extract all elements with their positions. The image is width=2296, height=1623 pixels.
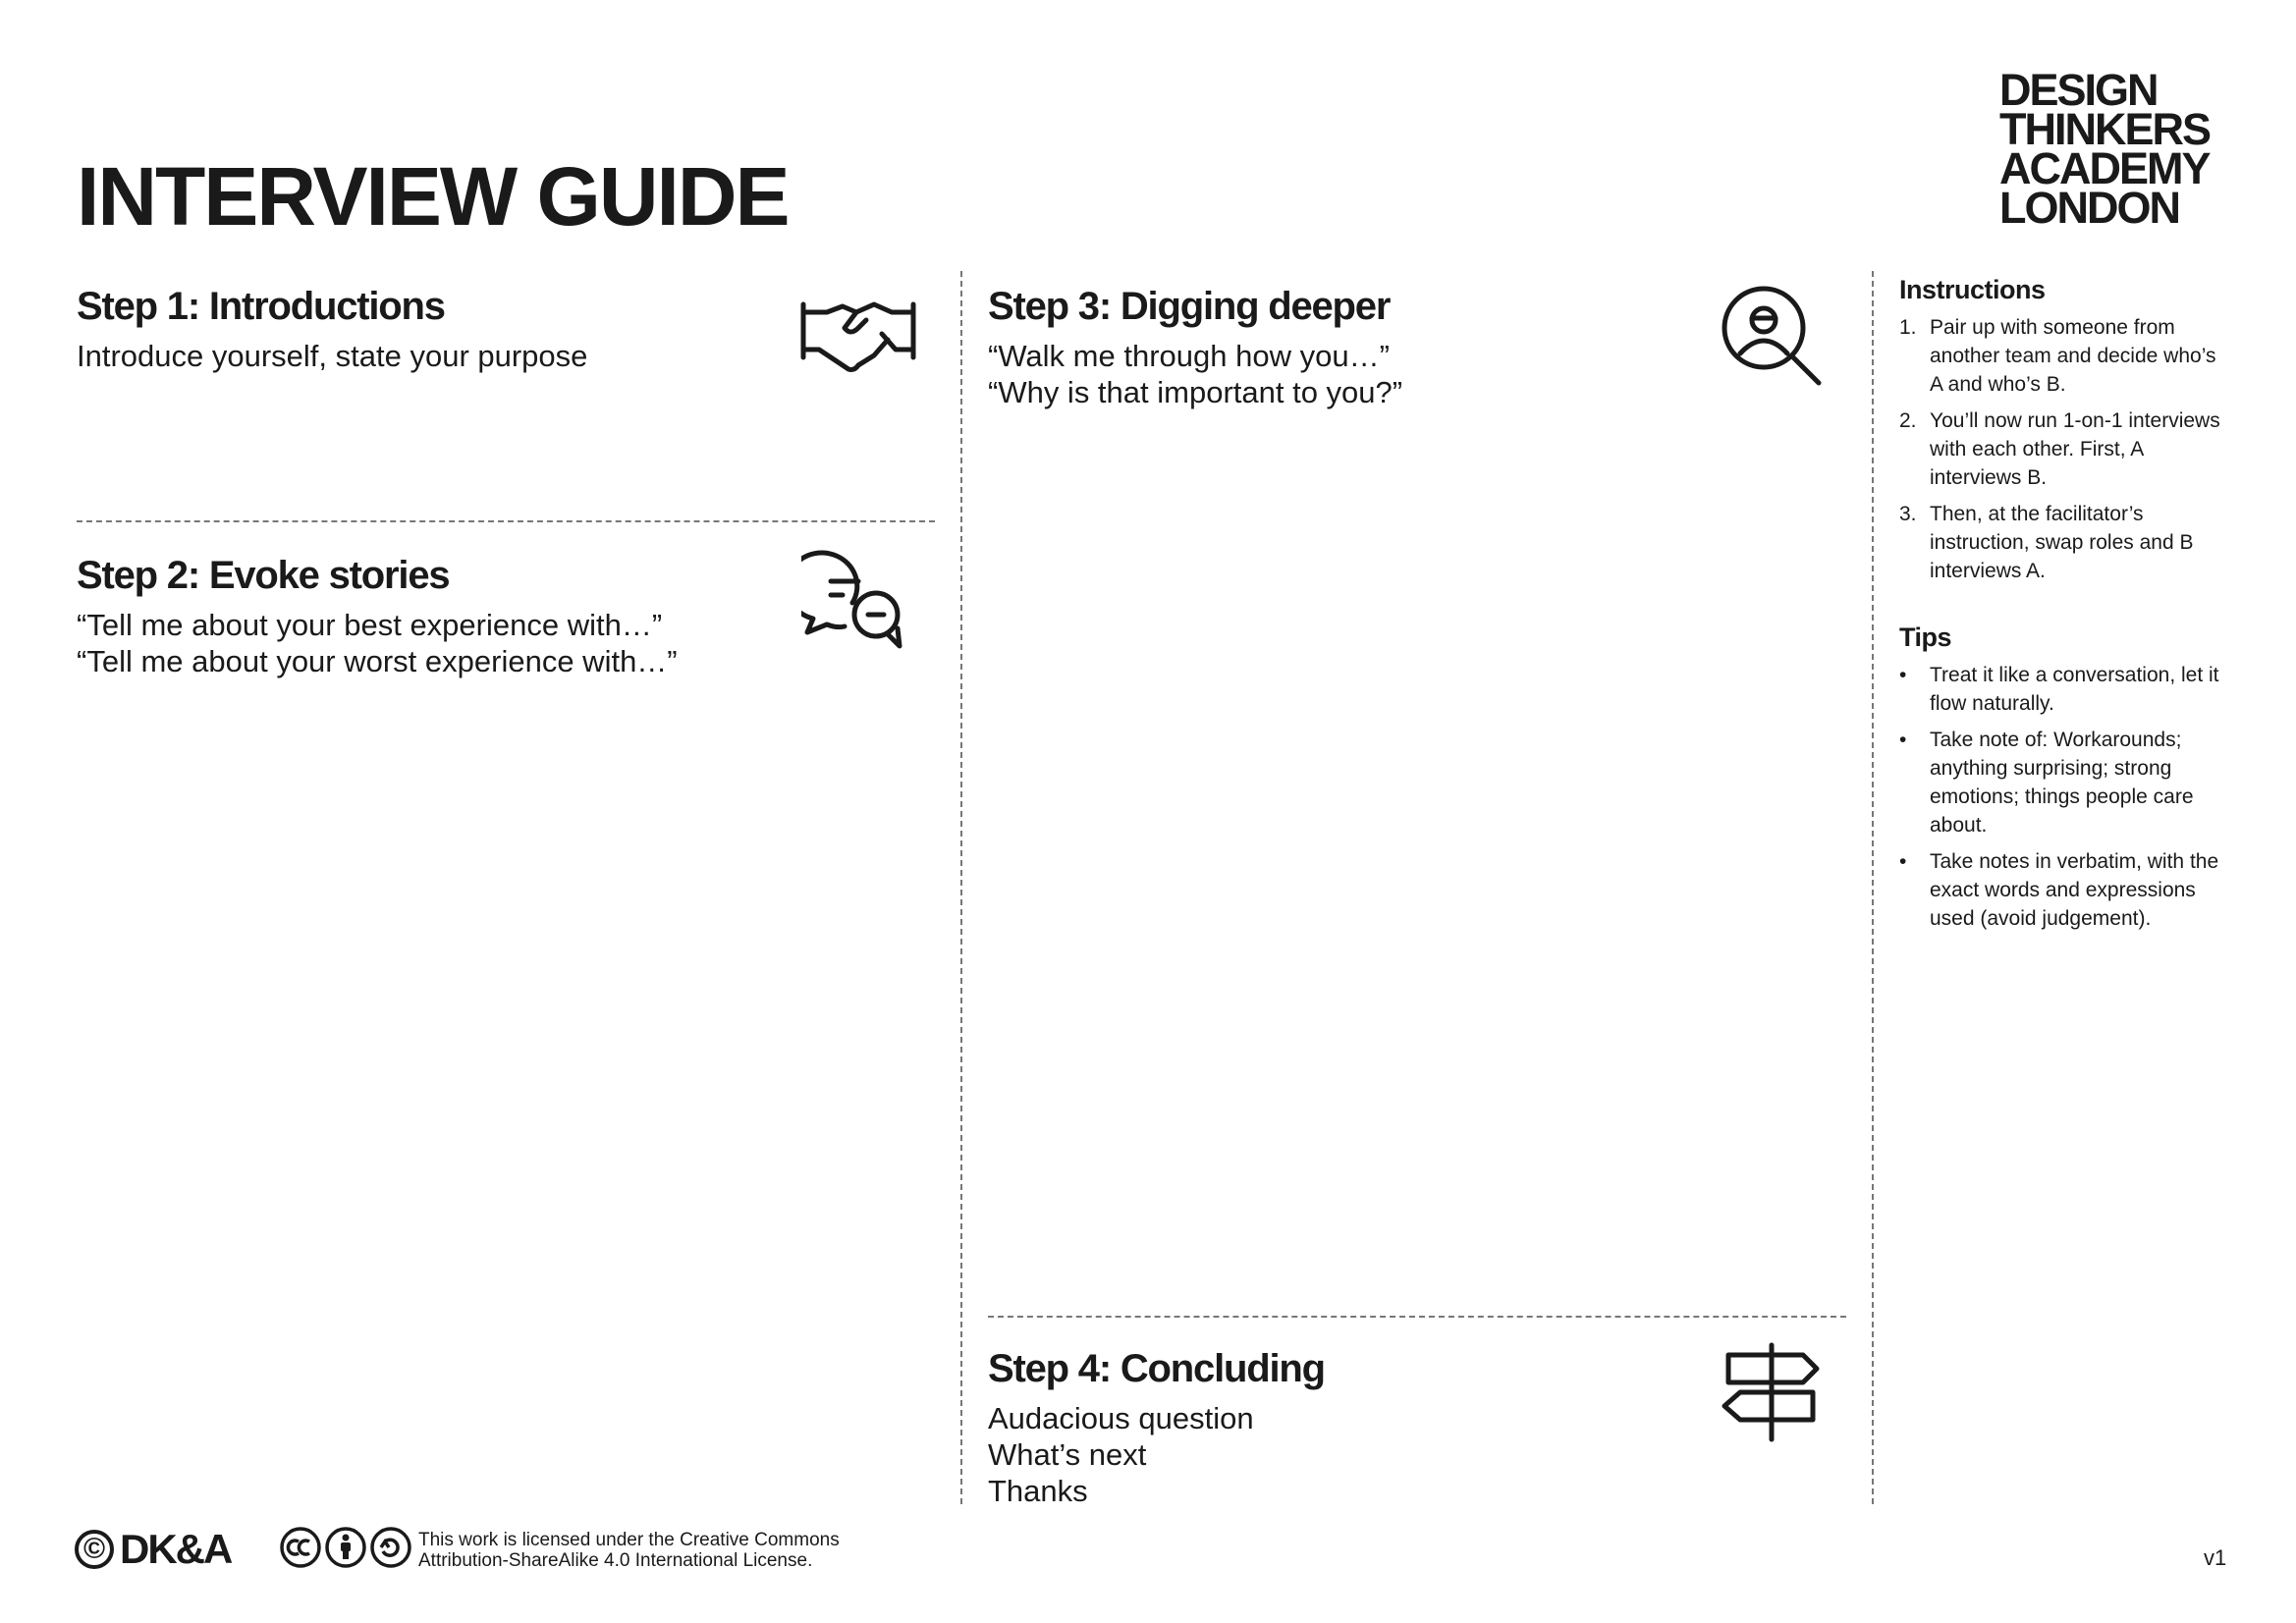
tip-text: Treat it like a conversation, let it flow naturally. xyxy=(1930,664,2219,715)
instruction-text: Pair up with someone from another team and decide who’s A and who’s B. xyxy=(1930,316,2216,396)
step-1-line: Introduce yourself, state your purpose xyxy=(77,339,588,373)
license-icons xyxy=(279,1526,412,1569)
brand-line: LONDON xyxy=(1999,183,2179,233)
step-4-body xyxy=(988,1400,1832,1509)
row-divider-right xyxy=(988,1316,1846,1318)
step-1-title: Step 1: Introductions xyxy=(77,285,445,328)
list-marker: 3. xyxy=(1899,503,1917,525)
step-3-line: “Why is that important to you?” xyxy=(988,375,1403,409)
footer-brand xyxy=(75,1526,231,1573)
instruction-text: Then, at the facilitator’s instruction, swap roles and B interviews A. xyxy=(1930,503,2194,582)
person-search-icon xyxy=(1721,285,1825,389)
step-3-section xyxy=(988,287,1832,410)
org-mark: DK&A xyxy=(120,1526,232,1572)
row-divider-left xyxy=(77,520,935,522)
step-2-section xyxy=(77,556,921,679)
tip-item xyxy=(1899,726,2227,839)
license-line: This work is licensed under the Creative Commons xyxy=(418,1530,840,1550)
tips-heading: Tips xyxy=(1899,622,1952,652)
brand-logo xyxy=(1999,65,2235,233)
instruction-item xyxy=(1899,500,2227,585)
step-2-body xyxy=(77,607,921,679)
tip-text: Take note of: Workarounds; anything surprising; strong emotions; things people care about. xyxy=(1930,729,2194,837)
list-marker: 1. xyxy=(1899,316,1917,339)
tip-item xyxy=(1899,661,2227,718)
step-2-line: “Tell me about your worst experience with…” xyxy=(77,644,678,678)
step-1-section xyxy=(77,287,921,374)
license-line: Attribution-ShareAlike 4.0 International License. xyxy=(418,1550,813,1571)
step-4-section xyxy=(988,1349,1832,1509)
chat-bubbles-icon xyxy=(801,546,907,650)
step-4-title: Step 4: Concluding xyxy=(988,1347,1325,1390)
step-3-title: Step 3: Digging deeper xyxy=(988,285,1391,328)
instructions-heading: Instructions xyxy=(1899,275,2046,304)
list-marker: • xyxy=(1899,664,1907,686)
tips-list xyxy=(1899,661,2227,933)
handshake-icon xyxy=(797,295,919,375)
instruction-item xyxy=(1899,406,2227,492)
share-alike-icon xyxy=(372,1529,410,1566)
column-divider-left xyxy=(960,271,962,1504)
license-text xyxy=(418,1530,840,1571)
instruction-item xyxy=(1899,313,2227,399)
step-3-body xyxy=(988,338,1832,410)
version-label: v1 xyxy=(2204,1545,2227,1570)
tip-text: Take notes in verbatim, with the exact words and expressions used (avoid judgement). xyxy=(1930,850,2219,930)
list-marker: • xyxy=(1899,850,1907,873)
instructions-list xyxy=(1899,313,2227,585)
brand-line: ACADEMY xyxy=(1999,143,2210,193)
brand-line: THINKERS xyxy=(1999,104,2211,154)
step-4-line: Thanks xyxy=(988,1474,1088,1508)
page-title: INTERVIEW GUIDE xyxy=(77,150,789,243)
tip-item xyxy=(1899,847,2227,933)
sidebar xyxy=(1899,275,2227,941)
step-4-line: Audacious question xyxy=(988,1401,1254,1435)
column-divider-right xyxy=(1872,271,1874,1504)
step-1-body xyxy=(77,338,921,374)
instruction-text: You’ll now run 1-on-1 interviews with each other. First, A interviews B. xyxy=(1930,409,2220,489)
list-marker: • xyxy=(1899,729,1907,751)
copyright-icon: © xyxy=(75,1530,114,1569)
brand-line: DESIGN xyxy=(1999,65,2158,115)
step-3-line: “Walk me through how you…” xyxy=(988,339,1390,373)
step-4-line: What’s next xyxy=(988,1437,1147,1472)
step-2-title: Step 2: Evoke stories xyxy=(77,554,450,597)
signpost-icon xyxy=(1719,1341,1823,1445)
step-2-line: “Tell me about your best experience with…” xyxy=(77,608,663,642)
list-marker: 2. xyxy=(1899,409,1917,432)
